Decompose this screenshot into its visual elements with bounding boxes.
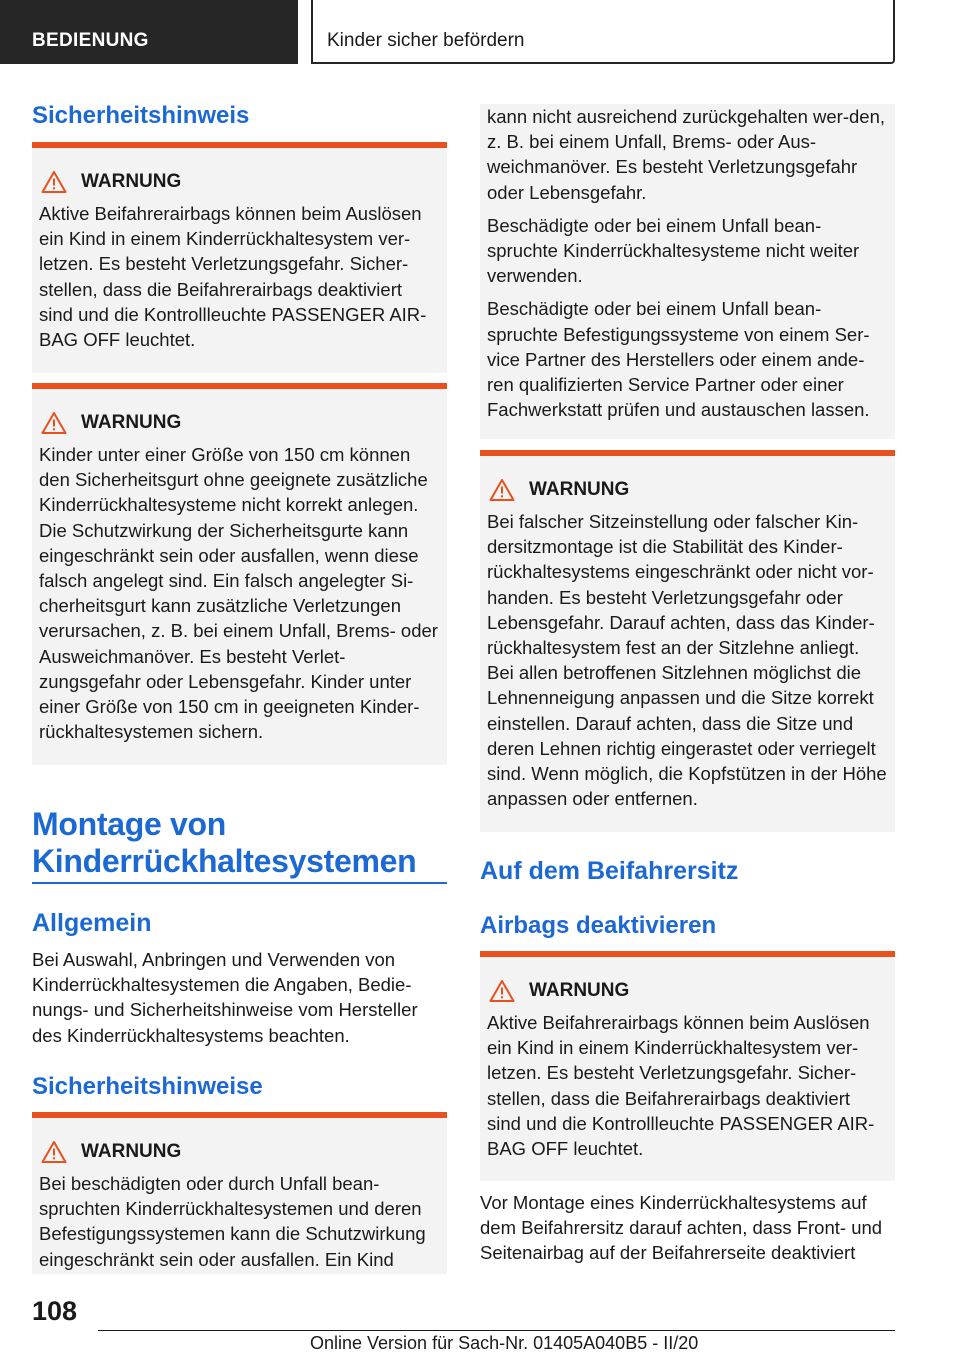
chapter-title: Kinder sicher befördern [327, 30, 525, 51]
warning-header [487, 979, 888, 1003]
warning-triangle-icon [41, 1140, 67, 1164]
warning-label: WARNUNG [529, 980, 630, 1001]
warning-text: Bei beschädigten oder durch Unfall bean-spruchten Kinderrückhaltesystemen und deren Befestigungssystemen kann die Schutzwirkung eingeschränkt sein oder ausfallen. Ein Kind [39, 1173, 426, 1270]
heading-sicherheitshinweis: Sicherheitshinweis [32, 102, 250, 129]
warning-box-seat-adjust [480, 450, 895, 832]
warning-text: Aktive Beifahrerairbags können beim Auslösen ein Kind in einem Kinderrückhaltesystem ver-letzen. Es besteht Verletzungsgefahr. Sicher-stellen, dass die Beifahrerairbags deaktiviert sind und die Kontrollleuchte PASSENGER AIR-BAG OFF leuchtet. [487, 1012, 875, 1160]
chapter-tab [311, 0, 895, 64]
allgemein-text: Bei Auswahl, Anbringen und Verwenden von Kinderrückhaltesystemen die Angaben, Bedie-nungs- und Sicherheitshinweise vom Hersteller des Kinderrückhaltesystems beachten. [32, 949, 418, 1046]
warning-header [39, 1140, 440, 1164]
warning-box-belt [32, 383, 447, 765]
warning-box-airbag [32, 142, 447, 373]
warning-triangle-icon [41, 411, 67, 435]
continued-text-3: Beschädigte oder bei einem Unfall bean-spruchte Befestigungssysteme von einem Ser-vice Partner des Herstellers oder einem ande-ren qualifizierten Service Partner oder einer Fachwerkstatt prüfen und austauschen lassen. [487, 298, 870, 421]
heading-montage [32, 806, 416, 880]
warning-box-damaged [32, 1112, 447, 1274]
section-tab [0, 0, 298, 64]
heading-beifahrersitz: Auf dem Beifahrersitz [480, 857, 739, 885]
footer-online-version: Online Version für Sach-Nr. 01405A040B5 - II/20 [310, 1333, 699, 1353]
warning-box-damaged-continued [480, 104, 895, 439]
section-title: BEDIENUNG [32, 30, 149, 51]
warning-label: WARNUNG [81, 412, 182, 433]
warning-header [39, 170, 440, 194]
heading-sicherheitshinweise: Sicherheitshinweise [32, 1073, 263, 1100]
warning-text: Bei falscher Sitzeinstellung oder falscher Kin-dersitzmontage ist die Stabilität des Kinder-rückhaltesystems eingeschränkt oder nicht vor-handen. Es besteht Verletzungsgefahr oder Lebensgefahr. Darauf achten, dass das Kinder-rückhaltesystem fest an der Sitzlehne anliegt. Bei allen betroffenen Sitzlehnen möglichst die Lehnenneigung anpassen und die Sitze korrekt einstellen. Darauf achten, dass die Sitze und deren Lehnen richtig eingerastet oder verriegelt sind. Wenn möglich, die Kopfstützen in der Höhe anpassen oder entfernen. [487, 511, 887, 810]
warning-triangle-icon [489, 979, 515, 1003]
warning-header [487, 478, 888, 502]
warning-triangle-icon [489, 478, 515, 502]
continued-text-2: Beschädigte oder bei einem Unfall bean-spruchte Kinderrückhaltesysteme nicht weiter verwenden. [487, 214, 860, 287]
heading-underline [32, 882, 447, 884]
warning-label: WARNUNG [81, 1141, 182, 1162]
warning-text: Aktive Beifahrerairbags können beim Auslösen ein Kind in einem Kinderrückhaltesystem ver-letzen. Es besteht Verletzungsgefahr. Sicher-stellen, dass die Beifahrerairbags deaktiviert sind und die Kontrollleuchte PASSENGER AIR-BAG OFF leuchtet. [39, 203, 427, 351]
continued-text-1: kann nicht ausreichend zurückgehalten wer-den, z. B. bei einem Unfall, Brems- oder Aus-weichmanöver. Es besteht Verletzungsgefahr oder Lebensgefahr. [487, 106, 885, 203]
heading-montage-line1: Montage von [32, 806, 227, 842]
warning-triangle-icon [41, 170, 67, 194]
warning-header [39, 411, 440, 435]
warning-label: WARNUNG [529, 479, 630, 500]
heading-airbags-deaktivieren: Airbags deaktivieren [480, 912, 717, 939]
beifahrersitz-text: Vor Montage eines Kinderrückhaltesystems auf dem Beifahrersitz darauf achten, dass Front- und Seitenairbag auf der Beifahrerseite deaktiviert [480, 1192, 883, 1264]
heading-montage-line2: Kinderrückhaltesystemen [32, 843, 417, 879]
footer-rule [98, 1330, 895, 1331]
warning-text: Kinder unter einer Größe von 150 cm können den Sicherheitsgurt ohne geeignete zusätzliche Kinderrückhaltesysteme nicht korrekt anlegen. Die Schutzwirkung der Sicherheitsgurte kann eingeschränkt sein oder ausfallen, wenn diese falsch angelegt sind. Ein falsch angelegter Si-cherheitsgurt kann zusätzliche Verletzungen verursachen, z. B. bei einem Unfall, Brems- oder Ausweichmanöver. Es besteht Verlet-zungsgefahr oder Lebensgefahr. Kinder unter einer Größe von 150 cm in geeigneten Kinder-rückhaltesystemen sichern. [39, 444, 438, 743]
warning-label: WARNUNG [81, 171, 182, 192]
heading-allgemein: Allgemein [32, 909, 152, 937]
warning-box-passenger-airbag [480, 951, 895, 1181]
page-number: 108 [32, 1296, 78, 1326]
